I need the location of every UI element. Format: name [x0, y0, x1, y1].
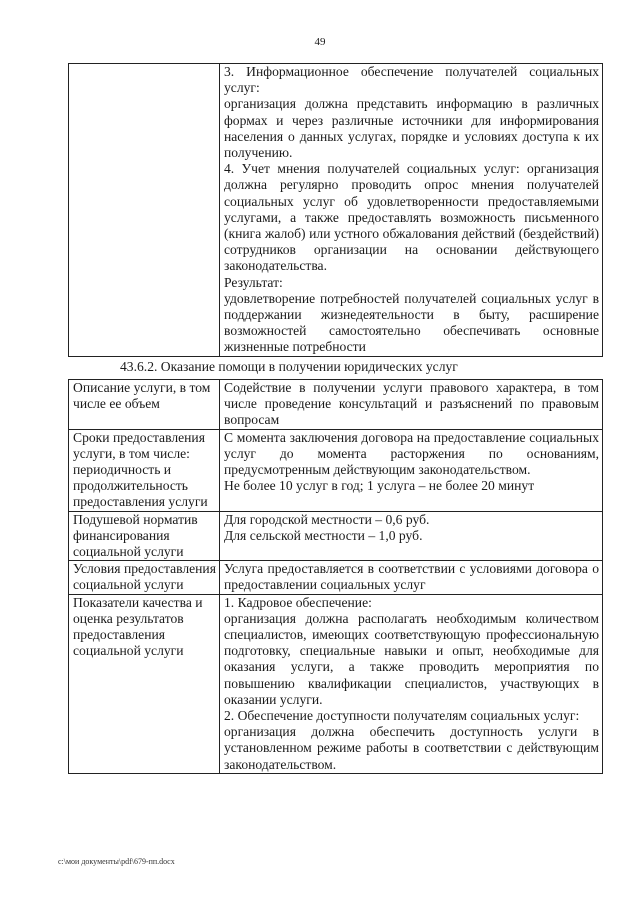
row-label: Показатели качества и оценка результатов предоставления социальной услуги: [69, 594, 220, 773]
paragraph: 1. Кадровое обеспечение:: [224, 594, 372, 610]
page-number: 49: [314, 36, 326, 48]
row-content: [220, 429, 603, 511]
paragraph: Услуга предоставляется в соответствии с условиями договора о предоставлении социальных услуг: [224, 561, 599, 593]
row-content: [220, 561, 603, 594]
paragraph: Для сельской местности – 1,0 руб.: [224, 527, 423, 543]
paragraph: организация должна обеспечить доступность услуги в установленном режиме работы в соответствии с действующим законодательством.: [224, 724, 599, 772]
footer-file-path: c:\мои документы\pdf\679-пп.docx: [58, 857, 175, 866]
paragraph: удовлетворение потребностей получателей социальных услуг в поддержании жизнедеятельности в быту, расширение возможностей самостоятельно обеспечивать основные жизненные потребности: [224, 290, 599, 355]
paragraph: Содействие в получении услуги правового характера, в том числе проведение консультаций и разъяснений по правовым вопросам: [224, 380, 599, 428]
row-label: Условия предоставления социальной услуги: [69, 561, 220, 594]
table-row: [69, 511, 603, 561]
section-heading: 43.6.2. Оказание помощи в получении юридических услуг: [120, 359, 458, 374]
table-cell-content: [220, 64, 603, 357]
row-content: [220, 511, 603, 561]
continuation-table: [68, 63, 603, 357]
paragraph: С момента заключения договора на предоставление социальных услуг до момента расторжения по основаниям, предусмотренным действующим законодательством.: [224, 429, 599, 478]
row-content: [220, 594, 603, 773]
table-row: [69, 429, 603, 511]
table-row: [69, 594, 603, 773]
table-row: [69, 380, 603, 430]
table-row: [69, 64, 603, 357]
table-row: [69, 561, 603, 594]
paragraph: Не более 10 услуг в год; 1 услуга – не более 20 минут: [224, 478, 535, 494]
row-label: Подушевой норматив финансирования социальной услуги: [69, 511, 220, 561]
row-label: Сроки предоставления услуги, в том числе: периодичность и продолжительность предоставления услуги: [69, 429, 220, 511]
paragraph: организация должна представить информацию в различных формах и через различные источники для информирования населения о данных услугах, порядке и условиях доступа к их получению.: [224, 96, 599, 161]
paragraph: 2. Обеспечение доступности получателям социальных услуг:: [224, 708, 580, 724]
paragraph: организация должна располагать необходимым количеством специалистов, имеющих соответствующую профессиональную подготовку, специальные навыки и опыт, необходимые для оказания услуги, а также проводить мероприятия по повышению квалификации специалистов, участвующих в оказании услуги.: [224, 610, 599, 707]
service-table: [68, 379, 603, 774]
row-label: Описание услуги, в том числе ее объем: [69, 380, 220, 430]
paragraph: 3. Информационное обеспечение получателей социальных услуг:: [224, 64, 599, 96]
paragraph: 4. Учет мнения получателей социальных услуг: организация должна регулярно проводить опрос мнения получателей социальных услуг об удовлетворенности предоставляемыми услугами, а также предоставлять возможность письменного (книга жалоб) или устного обжалования действий (бездействий) сотрудников организации на основании действующего законодательства.: [224, 161, 599, 274]
row-content: [220, 380, 603, 430]
table-cell-label: [69, 64, 220, 357]
paragraph: Результат:: [224, 274, 283, 290]
paragraph: Для городской местности – 0,6 руб.: [224, 511, 430, 527]
